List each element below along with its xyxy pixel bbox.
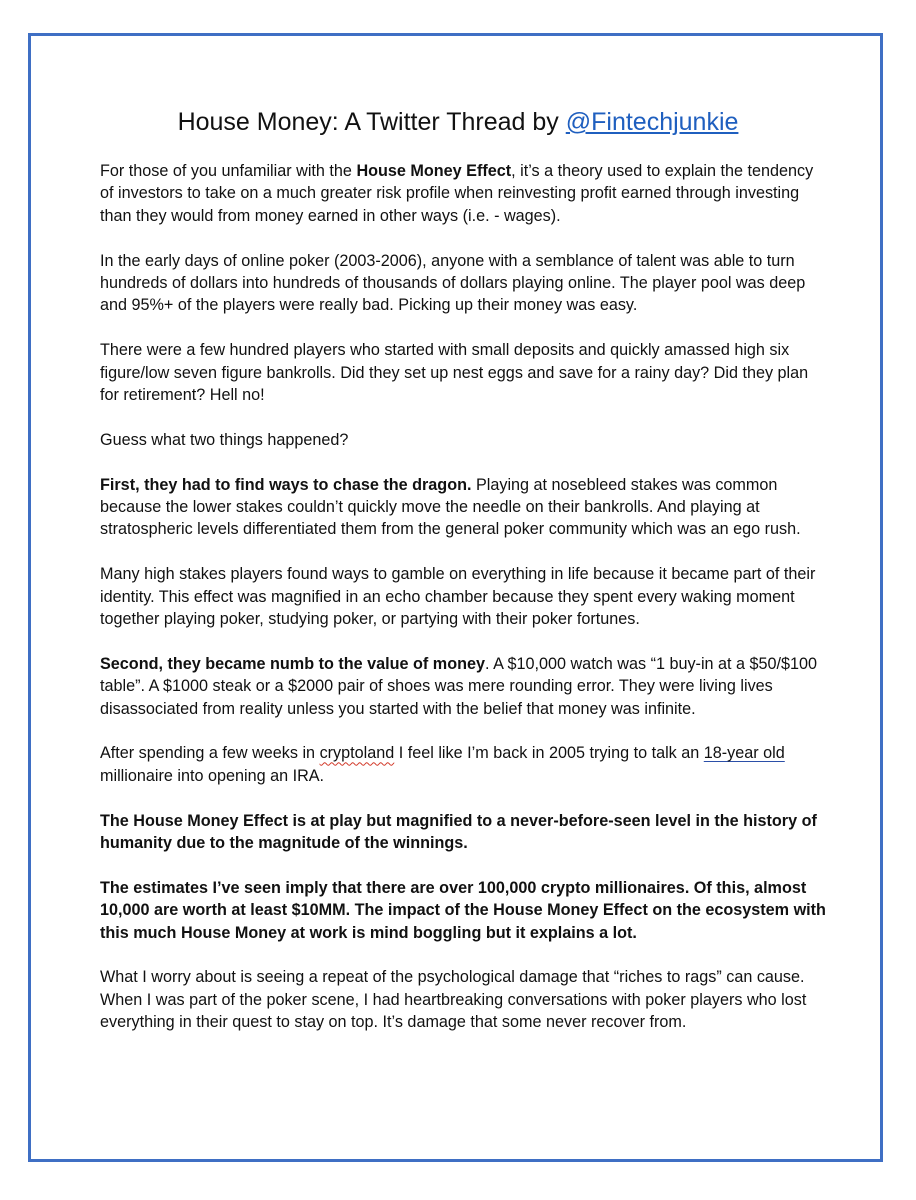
- p1-bold-term: House Money Effect: [356, 162, 512, 180]
- p5-text-after: Playing at nosebleed stakes was common because the lower stakes couldn’t quickly move the needle on their bankrolls. And playing at stratospheric levels differentiated them from the general poker community which was an ego rush.: [100, 475, 801, 539]
- title-text: House Money: A Twitter Thread by: [177, 108, 566, 136]
- p5-bold-lead: First, they had to find ways to chase the dragon.: [100, 475, 472, 494]
- paragraph-5: [100, 474, 830, 541]
- document-title: [0, 106, 916, 138]
- twitter-handle-link[interactable]: @Fintechjunkie: [565, 108, 739, 136]
- p7-bold-lead: Second, they became numb to the value of money: [100, 654, 485, 673]
- paragraph-1: [100, 160, 830, 227]
- paragraph-7: [100, 653, 830, 720]
- paragraph-6: Many high stakes players found ways to gamble on everything in life because it became part of their identity. This effect was magnified in an echo chamber because they spent every waking moment together playing poker, studying poker, or partying with their poker fortunes.: [100, 565, 816, 629]
- paragraph-10: The estimates I’ve seen imply that there are over 100,000 crypto millionaires. Of this, almost 10,000 are worth at least $10MM. The impact of the House Money Effect on the ecosystem with this much House Money at work is mind boggling but it explains a lot.: [100, 878, 826, 942]
- paragraph-8: [100, 742, 830, 787]
- p8-text-middle: I feel like I’m back in 2005 trying to talk an: [394, 744, 704, 763]
- p8-spellcheck-word: cryptoland: [319, 744, 395, 763]
- p1-text-before: For those of you unfamiliar with the: [100, 162, 357, 180]
- p7-text-after: . A $10,000 watch was “1 buy-in at a $50/$100 table”. A $1000 steak or a $2000 pair of shoes was mere rounding error. They were living lives disassociated from reality unless you started with the belief that money was infinite.: [100, 654, 818, 718]
- p8-underlined-phrase: 18-year old: [703, 744, 785, 763]
- paragraph-2: In the early days of online poker (2003-2006), anyone with a semblance of talent was able to turn hundreds of dollars into hundreds of thousands of dollars playing online. The player pool was deep and 95%+ of the players were really bad. Picking up their money was easy.: [100, 251, 806, 315]
- paragraph-9: The House Money Effect is at play but magnified to a never-before-seen level in the history of humanity due to the magnitude of the winnings.: [100, 811, 817, 853]
- paragraph-4: Guess what two things happened?: [100, 430, 349, 449]
- paragraph-11: What I worry about is seeing a repeat of the psychological damage that “riches to rags” can cause. When I was part of the poker scene, I had heartbreaking conversations with poker players who lost everything in their quest to stay on top. It’s damage that some never recover from.: [100, 968, 807, 1032]
- p1-text-after: , it’s a theory used to explain the tendency of investors to take on a much greater risk profile when reinvesting profit earned through investing than they would from money earned in other ways (i.e. - wages).: [100, 162, 814, 225]
- p8-text-after: millionaire into opening an IRA.: [100, 766, 325, 785]
- document-body: [100, 160, 830, 1056]
- paragraph-3: There were a few hundred players who started with small deposits and quickly amassed high six figure/low seven figure bankrolls. Did they set up nest eggs and save for a rainy day? Did they plan for retirement? Hell no!: [100, 341, 809, 405]
- p8-text-before: After spending a few weeks in: [100, 744, 320, 763]
